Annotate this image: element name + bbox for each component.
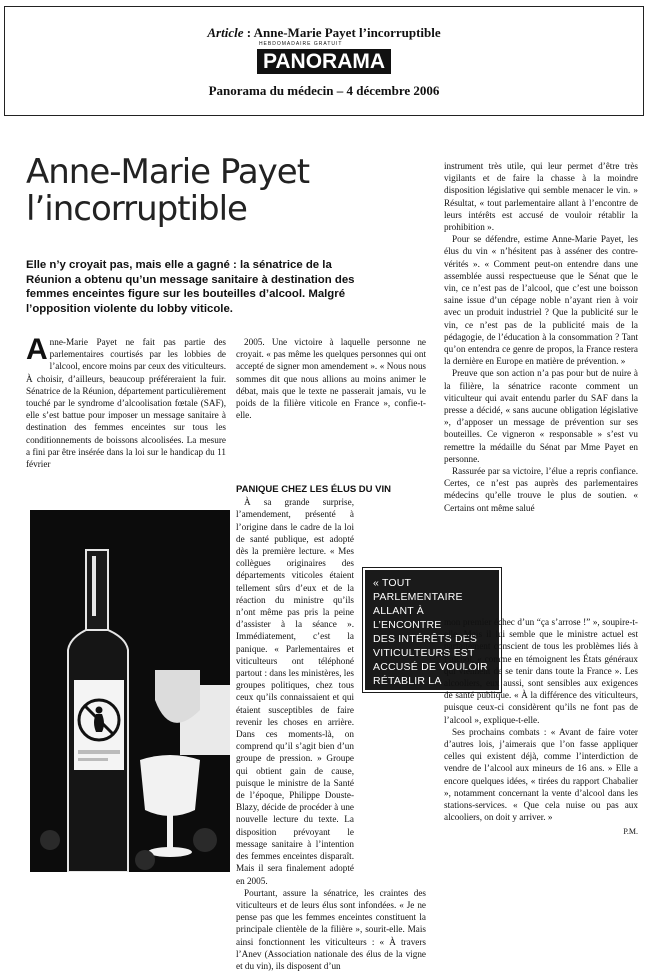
drop-cap: A [26, 333, 48, 366]
pregnancy-warning-bottle-illustration [30, 510, 230, 872]
article-page [22, 140, 638, 971]
column-1 [26, 333, 226, 470]
pullquote-line-7: PROHIBITION » [373, 689, 453, 701]
column-3-lower [444, 616, 638, 839]
col3-paragraph-2: Pour se défendre, estime Anne-Marie Payet, les élus du vin « n’hésitent pas à asséner des contre-vérités ». « Comment peut-on entendre dans une assemblée aussi respectueuse que le Sénat que le vin, ce n’est pas de l’alcool, que c’est une boisson saine issue d’un cépage noble n’ayant rien à voir avec un produit industriel ? Que la publicité sur le vin, ce n’est pas de la publicité mais de la pédagogie, de l’éducation à la consommation ? Tant qu’on entendra ce genre de propos, la France restera la dernière en Europe en matière de prévention. » [444, 234, 638, 367]
col3b-paragraph-1: mon premier échec d’un “ça s’arrose !” », soupire-t-elle. Mais il lui semble que le ministre actuel est parfaitement conscient de tous les problèmes liés à l’alcool, « comme en témoignent les États généraux qui viennent de se tenir dans toute la France ». Les alcooliers, eux aussi, sont sensibles aux exigences de santé publique. « À la différence des viticulteurs, puisque ceux-ci considèrent qu’ils ne font pas de l’alcool », explique-t-elle. [444, 617, 638, 725]
col2b-paragraph-1: À sa grande surprise, l’amendement, présenté à l’origine dans le cadre de la loi de santé publique, est adopté dès la première lecture. « Mes collègues originaires des départements viticoles étaient tellement sûrs d’eux et de la réaction du ministre qu’ils n’ont même pas pris la peine d’assister à la séance ». Immédiatement, c’est la panique. « Parlementaires et viticulteurs ont téléphoné partout : dans les ministères, les groupes politiques, chez tous ceux qu’ils connaissaient et qui étaient susceptibles de faire revenir les choses en arrière. Dans ces moments-là, on comprend qu’il s’agit bien d’un groupe de pression. » Groupe qui obtient gain de cause, puisque le ministre de la Santé de l’époque, Philippe Douste-Blazy, décide de procéder à une nouvelle lecture du texte. La disposition prévoyant le message sanitaire à l’intention des femmes enceintes disparaît. Mais il sera finalement adopté en 2005. [236, 497, 354, 886]
col2-paragraph-1: 2005. Une victoire à laquelle personne ne croyait. « pas même les quelques personnes qui ont accepté de signer mon amendement ». « Nous nous sommes dit que nous allions au moins animer le débat, mais que le texte ne passerait jamais, vu le poids de la filière viticole en France », confie-t-elle. [236, 337, 426, 421]
pullquote-line-4: VITICULTEURS EST [373, 647, 475, 659]
article-lede: Elle n’y croyait pas, mais elle a gagné : la sénatrice de la Réunion a obtenu qu’un message sanitaire à destination des femmes enceintes figure sur les bouteilles d’alcool. Malgré l’opposition violente du lobby viticole. [26, 259, 355, 315]
source-publication: Panorama du médecin – 4 décembre 2006 [208, 83, 440, 98]
title-line-2: l’incorruptible [26, 189, 247, 229]
source-header-box [4, 6, 644, 116]
col3-paragraph-1: instrument très utile, qui leur permet d’être très vigilants et de faire la chasse à la moindre disposition législative qui semble menacer le vin. » Résultat, « tout parlementaire allant à l’encontre de leurs intérêts est accusé de vouloir rétablir la prohibition ». [444, 161, 638, 233]
column-2-lower [236, 484, 426, 972]
article-title [26, 154, 309, 228]
col2b-paragraph-2: Pourtant, assure la sénatrice, les craintes des viticulteurs et de leurs élus sont infondées. « Je ne pense pas que les femmes enceintes constituent la principale clientèle de la filière », sourit-elle. Mais ainsi fonctionnent les viticulteurs : « À travers l’Anev (Association nationale des élus de la vigne et du vin), ils disposent d’un [236, 887, 426, 971]
illustration-icon [30, 510, 230, 872]
source-article-line [5, 25, 643, 41]
title-line-1: Anne-Marie Payet [26, 152, 310, 192]
pullquote-line-6: RÉTABLIR LA [373, 675, 442, 687]
col1-paragraph-1: nne-Marie Payet ne fait pas partie des parlementaires courtisés par les lobbies de l’alcool, encore moins par ceux des viticulteurs. À choisir, d’ailleurs, beaucoup préféreraient la fuir. Sénatrice de la Réunion, département particulièrement touché par le syndrome d’alcoolisation fœtale (SAF), elle s’est battue pour imposer un message sanitaire à destination des femmes enceintes sur tous les conditionnements de boissons alcoolisées. La mesure a fini par être insérée dans la loi sur le handicap du 11 février [26, 337, 226, 470]
pullquote-line-1: « TOUT PARLEMENTAIRE [373, 577, 463, 603]
col3b-paragraph-2: Ses prochains combats : « Avant de faire voter d’autres lois, j’aimerais que l’on fasse appliquer celles qui existent déjà, comme l’interdiction de vendre de l’alcool aux mineurs de 16 ans. » Elle a encore quelques idées, « tirées du rapport Chabalier », notamment concernant la vente d’alcool dans les stations-services. « Que cela nuise ou pas aux alcooliers, on doit y arriver. » [444, 726, 638, 823]
subhead-panique: PANIQUE CHEZ LES ÉLUS DU VIN [236, 484, 392, 495]
pullquote-line-2: ALLANT À L’ENCONTRE [373, 605, 442, 631]
pullquote-line-5: ACCUSÉ DE VOULOIR [373, 661, 488, 673]
source-label-separator: : [243, 25, 254, 40]
col3-paragraph-4: Rassurée par sa victoire, l’élue a repris confiance. Certes, ce n’est pas auprès des parlementaires médecins qu’elle trouve le plus de soutien. « Certains ont même salué [444, 466, 638, 513]
pullquote-line-3: DES INTÉRÊTS DES [373, 633, 478, 645]
column-2 [236, 336, 426, 421]
column-3 [444, 160, 638, 514]
source-article-title: Anne-Marie Payet l’incorruptible [253, 25, 441, 40]
logo-text: PANORAMA [262, 50, 386, 73]
col3-paragraph-3: Preuve que son action n’a pas pour but de nuire à la filière, la sénatrice raconte comment un viticulteur qui avait entendu parler du SAF dans la presse a décidé, « sans aucune obligation législative », d’apposer un message de prévention sur ses bouteilles. Ce vigneron « responsable » s’est vu remettre la médaille du Sénat par Mme Payet en personne. [444, 368, 638, 464]
source-label: Article [207, 25, 244, 40]
panorama-logo [257, 41, 391, 74]
author-signature: P.M. [623, 827, 638, 837]
logo-tagline: HEBDOMADAIRE GRATUIT [258, 41, 343, 47]
